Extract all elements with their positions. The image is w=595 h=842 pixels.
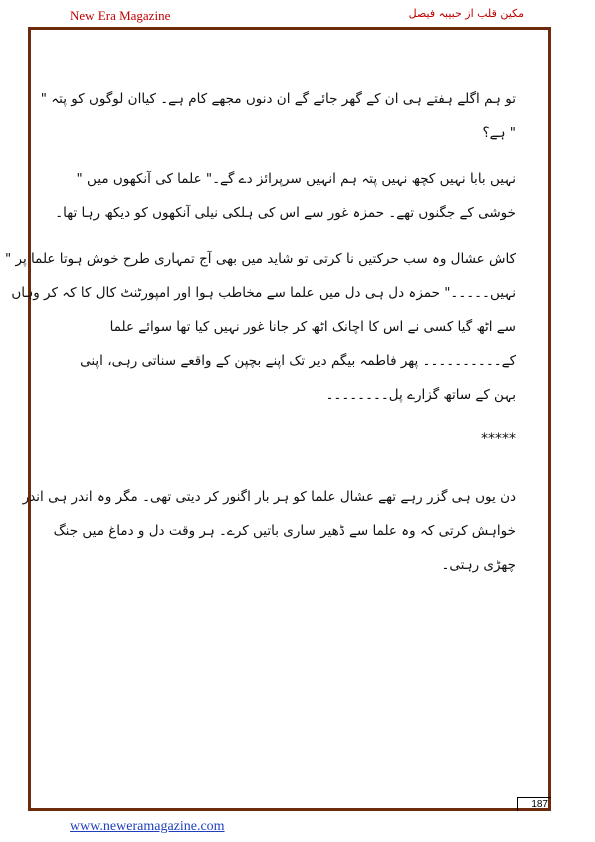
paragraph xyxy=(22,480,516,582)
text-line: خوشی کے جگنوں تھے۔ حمزہ غور سے اس کی ہلکی نیلی آنکھوں کو دیکھ رہا تھا۔ xyxy=(55,205,516,221)
paragraph xyxy=(40,82,516,150)
text-line: تو ہم اگلے ہفتے ہی ان کے گھر جائے گے ان دنوں مجھے کام ہے۔ کیاان لوگوں کو پتہ " xyxy=(40,91,516,107)
text-line: نہیں بابا نہیں کچھ نہیں پتہ ہم انہیں سرپرائز دے گے۔" علما کی آنکھوں میں " xyxy=(76,171,516,187)
magazine-name: New Era Magazine xyxy=(70,8,171,23)
text-line: چھڑی رہتی۔ xyxy=(441,557,516,573)
text-line: دن یوں ہی گزر رہے تھے عشال علما کو ہر بار اگنور کر دیتی تھی۔ مگر وہ اندر ہی اندر xyxy=(22,489,516,505)
story-content xyxy=(5,82,516,594)
website-link[interactable]: www.neweramagazine.com xyxy=(70,819,225,834)
page-header xyxy=(0,0,595,26)
text-line: خواہش کرتی کہ وہ علما سے ڈھیر ساری باتیں کرے۔ ہر وقت دل و دماغ میں جنگ xyxy=(53,523,516,539)
text-line: بہن کے ساتھ گزارے پل۔۔۔۔۔۔۔۔ xyxy=(325,387,516,403)
page-number: 187 xyxy=(517,797,551,811)
text-line: کاش عشال وہ سب حرکتیں نا کرتی تو شاید میں بھی آج تمہاری طرح خوش ہوتا علما پر " xyxy=(5,251,516,267)
paragraph xyxy=(55,162,516,230)
text-line: کے۔۔۔۔۔۔۔۔۔۔ پھر فاطمہ بیگم دیر تک اپنے بچپن کے واقعے سناتی رہی، اپنی xyxy=(80,353,516,369)
text-line: سے اٹھ گیا کسی نے اس کا اچانک اٹھ کر جانا غور نہیں کیا تھا سوائے علما xyxy=(109,319,516,335)
paragraph xyxy=(5,242,516,412)
section-separator: ***** xyxy=(481,431,516,447)
story-title: مکین قلب از حبیبہ فیصل xyxy=(408,7,524,20)
text-line: نہیں۔۔۔۔۔" حمزہ دل ہی دل میں علما سے مخاطب ہوا اور امپورٹنٹ کال کا کہ کر وہاں xyxy=(11,285,516,301)
text-line: " ہے؟ xyxy=(482,125,516,141)
